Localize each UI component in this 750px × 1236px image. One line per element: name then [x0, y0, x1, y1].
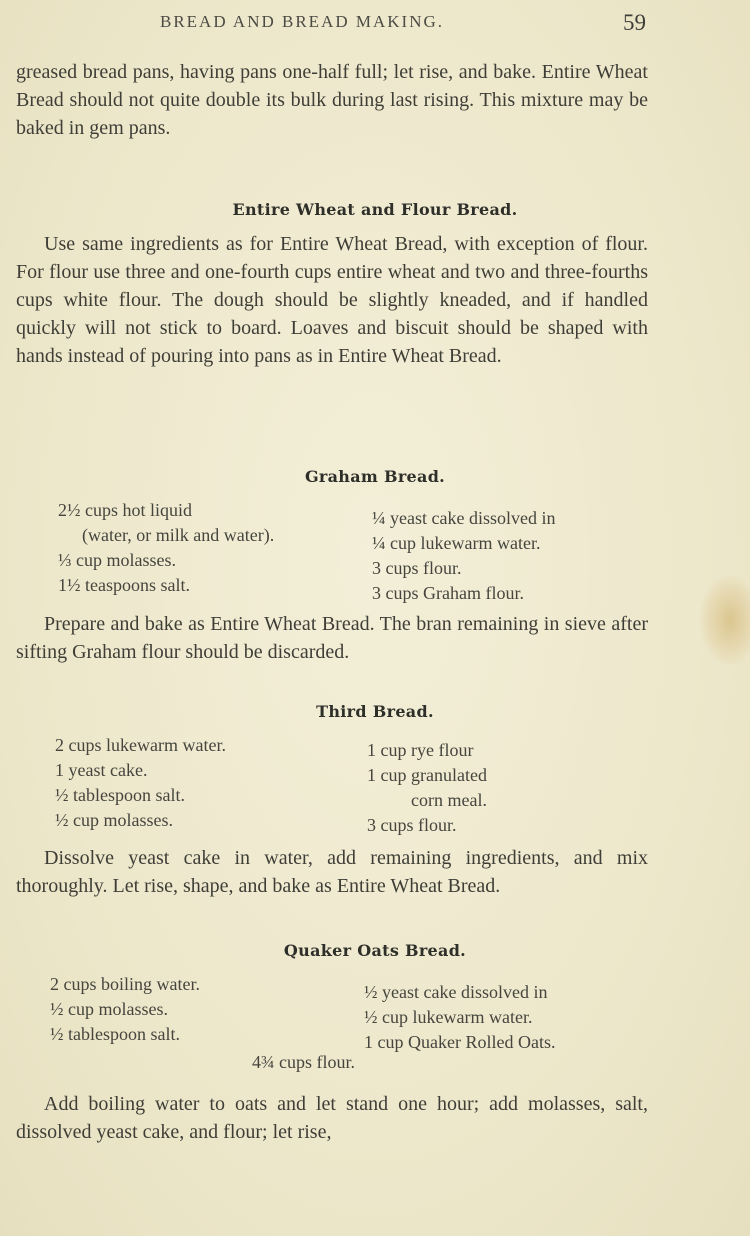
quaker-ingredients-left — [50, 972, 200, 1047]
entire-wheat-flour-section — [16, 230, 648, 370]
ingredient: 1 cup granulated — [367, 765, 487, 785]
ingredient: 1 cup Quaker Rolled Oats. — [364, 1032, 556, 1052]
quaker-text: Add boiling water to oats and let stand one hour; add molasses, salt, dissolved yeast cake, and flour; let rise, — [16, 1093, 648, 1143]
ingredient: 3 cups flour. — [372, 558, 462, 578]
ingredient: 2 cups lukewarm water. — [55, 735, 226, 755]
entire-wheat-flour-text: Use same ingredients as for Entire Wheat Bread, with exception of flour. For flour use three and one-fourth cups entire wheat and two and three-fourths cups white flour. The dough should be slightly kneaded, and if handled quickly will not stick to board. Loaves and biscuit should be shaped with hands instead of pouring into pans as in Entire Wheat Bread. — [16, 233, 648, 367]
graham-text: Prepare and bake as Entire Wheat Bread. The bran remaining in sieve after sifting Graham flour should be discarded. — [16, 613, 648, 663]
ingredient: ½ cup molasses. — [50, 999, 168, 1019]
third-ingredients-left — [55, 733, 226, 833]
graham-ingredients-left — [58, 498, 274, 598]
ingredient: 1 yeast cake. — [55, 760, 148, 780]
ingredient: (water, or milk and water). — [82, 525, 275, 545]
quaker-ingredients-right — [364, 980, 555, 1055]
intro-text: greased bread pans, having pans one-half full; let rise, and bake. Entire Wheat Bread should not quite double its bulk during last rising. This mixture may be baked in gem pans. — [16, 61, 648, 139]
quaker-heading: Quaker Oats Bread. — [283, 941, 467, 960]
ingredient: 3 cups flour. — [367, 815, 457, 835]
ingredient: 2 cups boiling water. — [50, 974, 200, 994]
ingredient: ½ tablespoon salt. — [50, 1024, 180, 1044]
graham-section — [16, 610, 648, 666]
entire-wheat-flour-heading: Entire Wheat and Flour Bread. — [232, 200, 518, 219]
page-header — [0, 6, 750, 36]
ingredient: 1½ teaspoons salt. — [58, 575, 190, 595]
ingredient: ½ yeast cake dissolved in — [364, 982, 548, 1002]
third-ingredients-right — [367, 738, 487, 838]
quaker-section — [16, 1090, 648, 1146]
ingredient: 3 cups Graham flour. — [372, 583, 524, 603]
graham-heading: Graham Bread. — [304, 467, 446, 486]
graham-ingredients-right — [372, 506, 555, 606]
ingredient: ½ tablespoon salt. — [55, 785, 185, 805]
ingredient: ½ cup molasses. — [55, 810, 173, 830]
paper-stain — [700, 575, 750, 665]
ingredient: 1 cup rye flour — [367, 740, 474, 760]
running-title: BREAD AND BREAD MAKING. — [160, 12, 445, 31]
ingredient: corn meal. — [411, 790, 487, 810]
third-text: Dissolve yeast cake in water, add remaining ingredients, and mix thoroughly. Let rise, shape, and bake as Entire Wheat Bread. — [16, 847, 648, 897]
intro-paragraph — [16, 58, 648, 142]
ingredient: ⅓ cup molasses. — [58, 550, 176, 570]
page-number: 59 — [623, 10, 646, 35]
ingredient: ½ cup lukewarm water. — [364, 1007, 533, 1027]
ingredient: ¼ yeast cake dissolved in — [372, 508, 556, 528]
ingredient: ¼ cup lukewarm water. — [372, 533, 541, 553]
quaker-flour-line: 4¾ cups flour. — [252, 1052, 355, 1072]
third-section — [16, 844, 648, 900]
third-heading: Third Bread. — [316, 702, 434, 721]
ingredient: 2½ cups hot liquid — [58, 500, 192, 520]
